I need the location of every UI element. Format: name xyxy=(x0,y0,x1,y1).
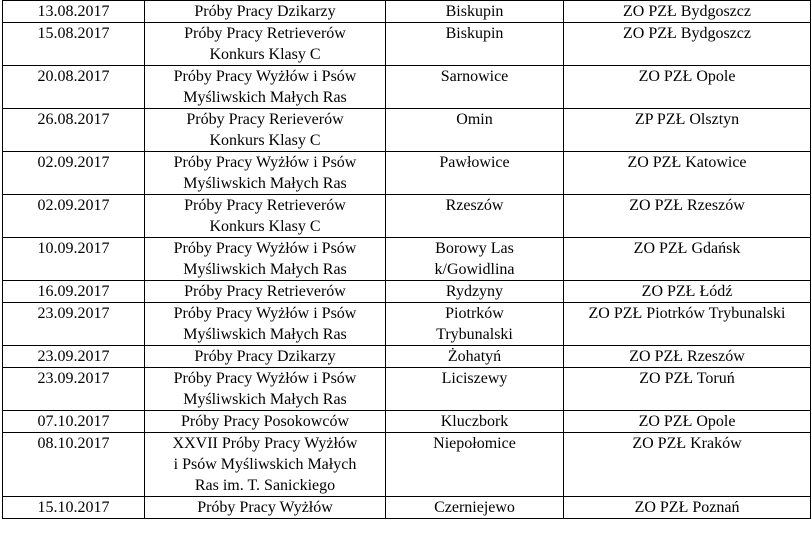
organizer-cell: ZP PZŁ Olsztyn xyxy=(564,109,811,152)
place-cell: Niepołomice xyxy=(386,433,564,497)
organizer-cell: ZO PZŁ Gdańsk xyxy=(564,238,811,281)
organizer-cell: ZO PZŁ Katowice xyxy=(564,152,811,195)
date-cell: 15.10.2017 xyxy=(3,497,145,519)
date-cell: 08.10.2017 xyxy=(3,433,145,497)
place-cell: Piotrków Trybunalski xyxy=(386,303,564,346)
organizer-cell: ZO PZŁ Toruń xyxy=(564,368,811,411)
event-cell: Próby Pracy Rerieverów Konkurs Klasy C xyxy=(145,109,386,152)
table-row xyxy=(3,433,811,497)
place-cell: Borowy Las k/Gowidlina xyxy=(386,238,564,281)
date-cell: 07.10.2017 xyxy=(3,411,145,433)
table-row xyxy=(3,368,811,411)
table-row xyxy=(3,1,811,23)
place-cell: Liciszewy xyxy=(386,368,564,411)
place-cell: Omin xyxy=(386,109,564,152)
event-cell: Próby Pracy Wyżłów i Psów Myśliwskich Małych Ras xyxy=(145,66,386,109)
date-cell: 23.09.2017 xyxy=(3,368,145,411)
date-cell: 26.08.2017 xyxy=(3,109,145,152)
date-cell: 02.09.2017 xyxy=(3,152,145,195)
organizer-cell: ZO PZŁ Opole xyxy=(564,411,811,433)
event-cell: Próby Pracy Wyżłów i Psów Myśliwskich Małych Ras xyxy=(145,152,386,195)
date-cell: 15.08.2017 xyxy=(3,23,145,66)
event-cell: Próby Pracy Wyżłów i Psów Myśliwskich Małych Ras xyxy=(145,238,386,281)
place-cell: Pawłowice xyxy=(386,152,564,195)
organizer-cell: ZO PZŁ Rzeszów xyxy=(564,195,811,238)
place-cell: Sarnowice xyxy=(386,66,564,109)
event-cell: Próby Pracy Retrieverów Konkurs Klasy C xyxy=(145,23,386,66)
date-cell: 23.09.2017 xyxy=(3,346,145,368)
table-row xyxy=(3,238,811,281)
event-cell: Próby Pracy Wyżłów i Psów Myśliwskich Małych Ras xyxy=(145,368,386,411)
table-row xyxy=(3,497,811,519)
date-cell: 13.08.2017 xyxy=(3,1,145,23)
event-cell: Próby Pracy Dzikarzy xyxy=(145,1,386,23)
table-row xyxy=(3,303,811,346)
date-cell: 23.09.2017 xyxy=(3,303,145,346)
event-cell: Próby Pracy Posokowców xyxy=(145,411,386,433)
place-cell: Rydzyny xyxy=(386,281,564,303)
table-row xyxy=(3,281,811,303)
event-cell: Próby Pracy Wyżłów xyxy=(145,497,386,519)
place-cell: Biskupin xyxy=(386,23,564,66)
table-row xyxy=(3,66,811,109)
events-table-body xyxy=(3,1,811,519)
organizer-cell: ZO PZŁ Bydgoszcz xyxy=(564,23,811,66)
date-cell: 16.09.2017 xyxy=(3,281,145,303)
organizer-cell: ZO PZŁ Łódź xyxy=(564,281,811,303)
event-cell: Próby Pracy Retrieverów xyxy=(145,281,386,303)
organizer-cell: ZO PZŁ Opole xyxy=(564,66,811,109)
organizer-cell: ZO PZŁ Rzeszów xyxy=(564,346,811,368)
organizer-cell: ZO PZŁ Poznań xyxy=(564,497,811,519)
date-cell: 10.09.2017 xyxy=(3,238,145,281)
table-row xyxy=(3,346,811,368)
place-cell: Czerniejewo xyxy=(386,497,564,519)
organizer-cell: ZO PZŁ Kraków xyxy=(564,433,811,497)
place-cell: Kluczbork xyxy=(386,411,564,433)
place-cell: Biskupin xyxy=(386,1,564,23)
organizer-cell: ZO PZŁ Bydgoszcz xyxy=(564,1,811,23)
event-cell: XXVII Próby Pracy Wyżłów i Psów Myśliwskich Małych Ras im. T. Sanickiego xyxy=(145,433,386,497)
place-cell: Żohatyń xyxy=(386,346,564,368)
events-table xyxy=(2,0,811,519)
table-row xyxy=(3,195,811,238)
event-cell: Próby Pracy Retrieverów Konkurs Klasy C xyxy=(145,195,386,238)
place-cell: Rzeszów xyxy=(386,195,564,238)
date-cell: 20.08.2017 xyxy=(3,66,145,109)
organizer-cell: ZO PZŁ Piotrków Trybunalski xyxy=(564,303,811,346)
table-row xyxy=(3,411,811,433)
event-cell: Próby Pracy Dzikarzy xyxy=(145,346,386,368)
table-row xyxy=(3,109,811,152)
table-row xyxy=(3,152,811,195)
date-cell: 02.09.2017 xyxy=(3,195,145,238)
table-row xyxy=(3,23,811,66)
event-cell: Próby Pracy Wyżłów i Psów Myśliwskich Małych Ras xyxy=(145,303,386,346)
